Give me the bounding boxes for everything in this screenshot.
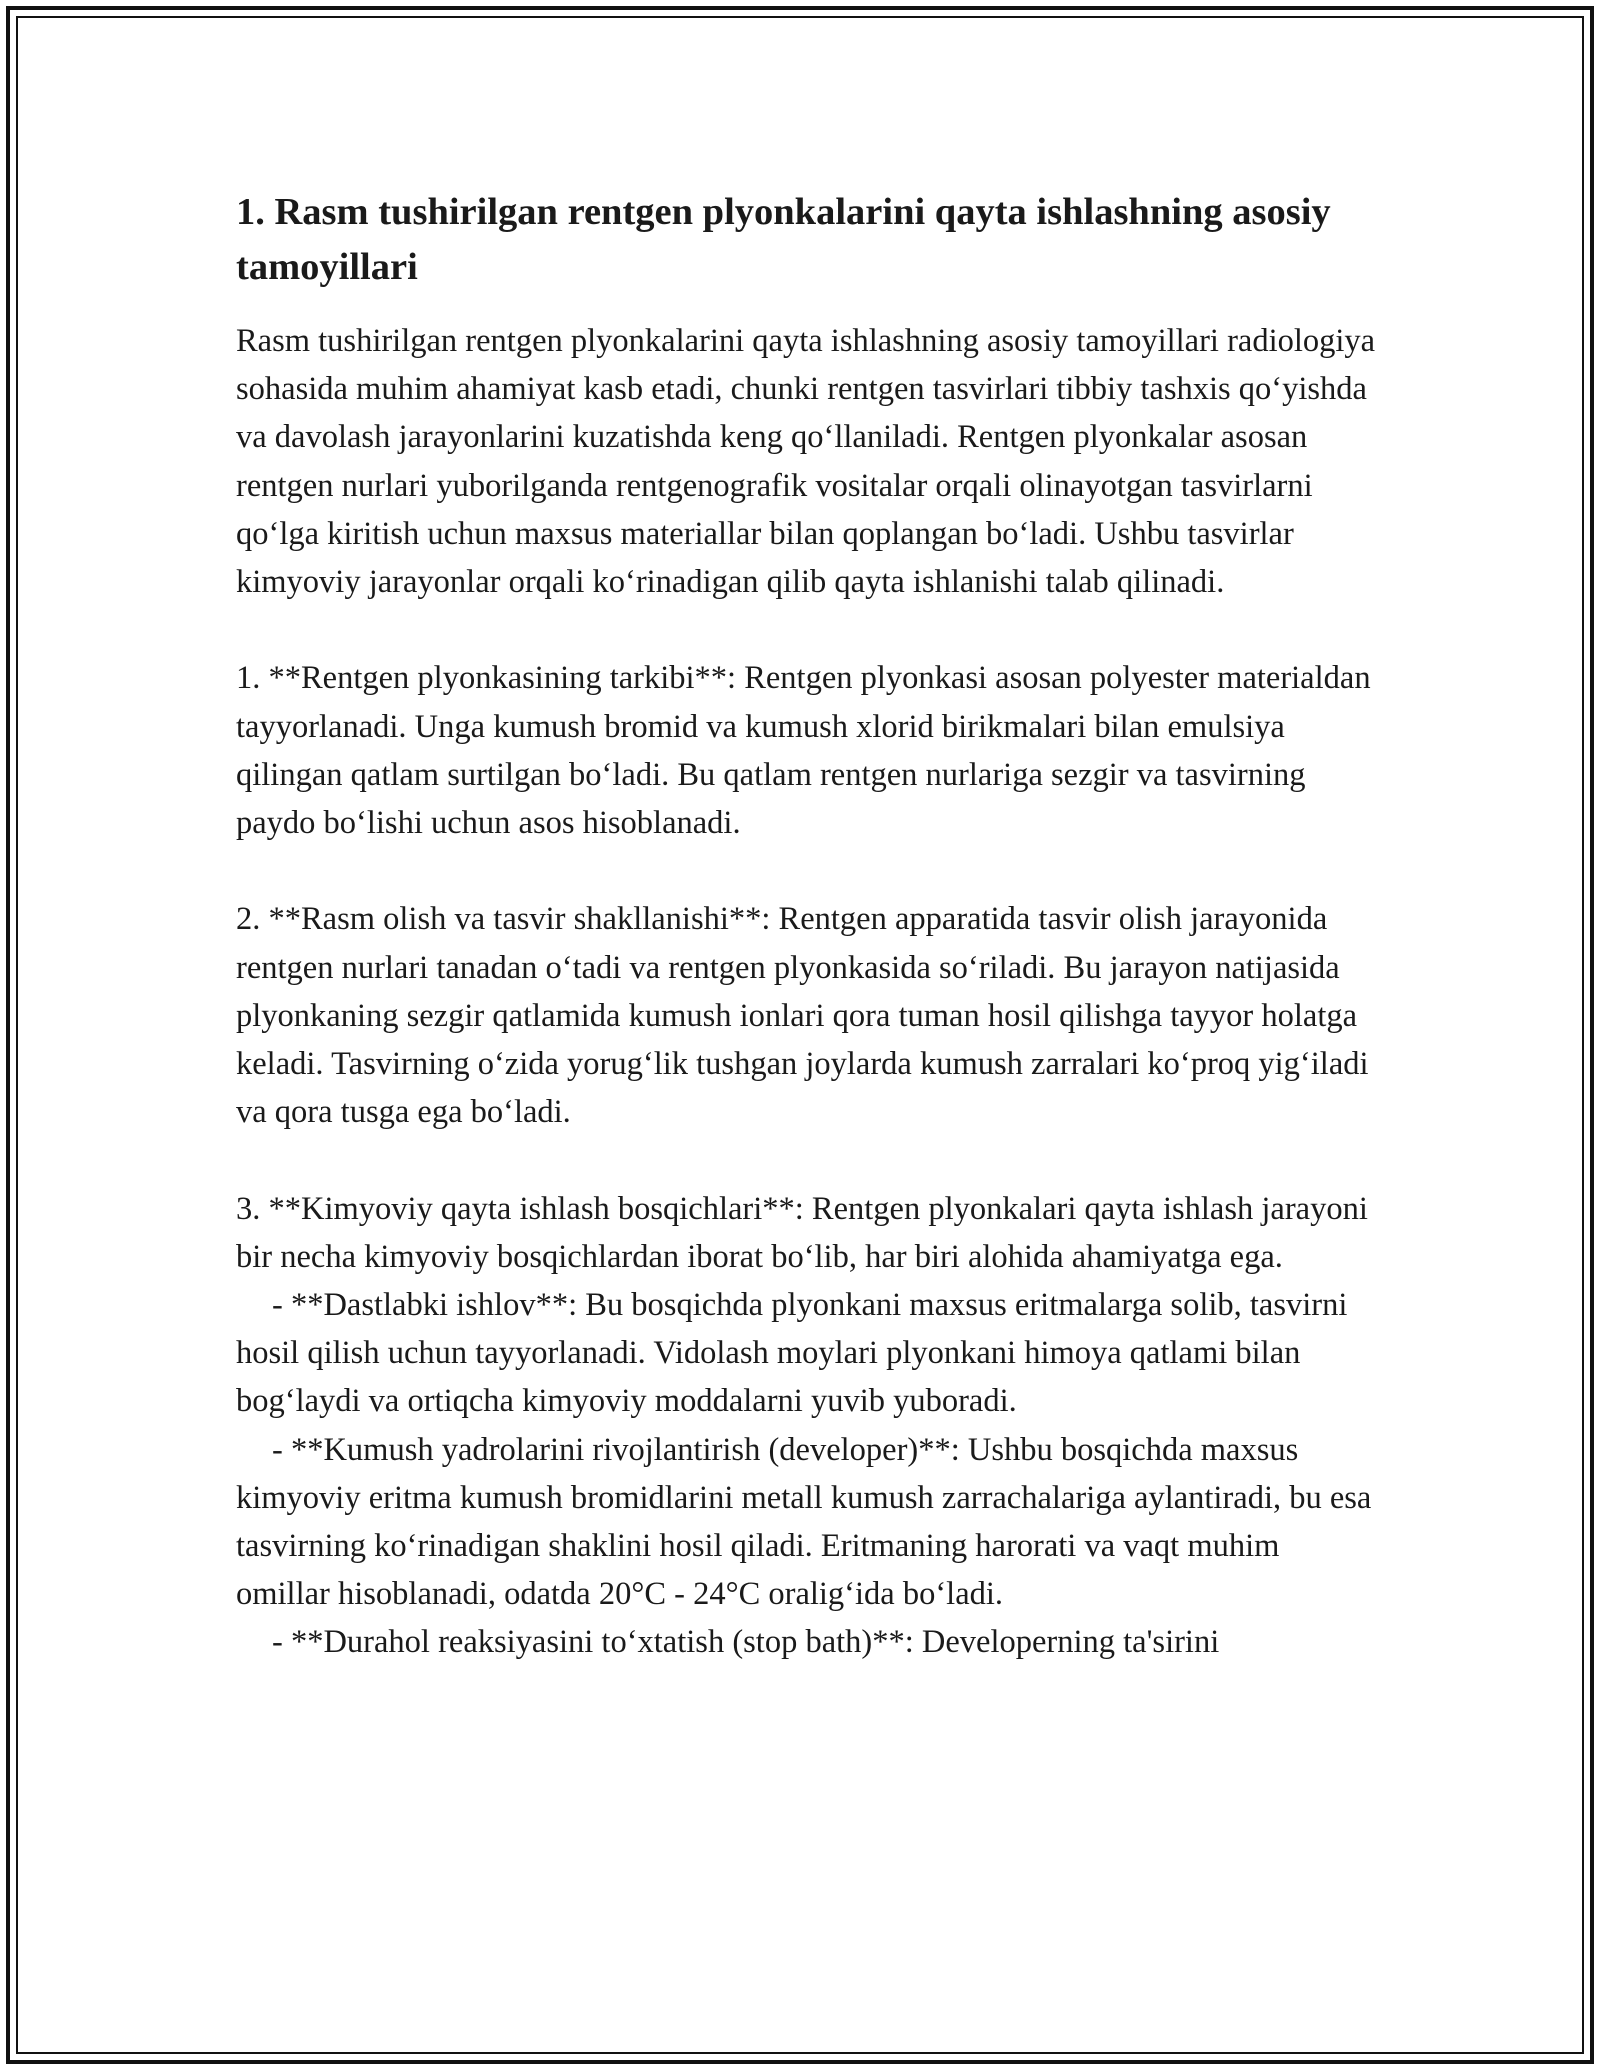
- document-body: [236, 185, 1376, 1667]
- list-item-2: 2. **Rasm olish va tasvir shakllanishi**: Rentgen apparatida tasvir olish jarayonida rentgen nurlari tanadan o‘tadi va rentgen plyonkasida so‘riladi. Bu jarayon natijasida plyonkaning sezgir qatlamida kumush ionlari qora tuman hosil qilishga tayyor holatga keladi. Tasvirning o‘zida yorug‘lik tushgan joylarda kumush zarralari ko‘proq yig‘iladi va qora tusga ega bo‘ladi.: [236, 901, 1369, 1131]
- document-title: 1. Rasm tushirilgan rentgen plyonkalarini qayta ishlashning asosiy tamoyillari: [236, 191, 1331, 288]
- intro-paragraph: Rasm tushirilgan rentgen plyonkalarini qayta ishlashning asosiy tamoyillari radiologiya sohasida muhim ahamiyat kasb etadi, chunki rentgen tasvirlari tibbiy tashxis qo‘yishda va davolash jarayonlarini kuzatishda keng qo‘llaniladi. Rentgen plyonkalar asosan rentgen nurlari yuborilganda rentgenografik vositalar orqali olinayotgan tasvirlarni qo‘lga kiritish uchun maxsus materiallar bilan qoplangan bo‘ladi. Ushbu tasvirlar kimyoviy jarayonlar orqali ko‘rinadigan qilib qayta ishlanishi talab qilinadi.: [236, 323, 1376, 601]
- sub-item-stop-bath: - **Durahol reaksiyasini to‘xtatish (stop bath)**: Developerning ta'sirini: [272, 1624, 1220, 1661]
- list-item-3: 3. **Kimyoviy qayta ishlash bosqichlari**: Rentgen plyonkalari qayta ishlash jarayoni bir necha kimyoviy bosqichlardan iborat bo‘lib, har biri alohida ahamiyatga ega.: [236, 1190, 1368, 1275]
- list-item-1: 1. **Rentgen plyonkasining tarkibi**: Rentgen plyonkasi asosan polyester materialdan tayyorlanadi. Unga kumush bromid va kumush xlorid birikmalari bilan emulsiya qilingan qatlam surtilgan bo‘ladi. Bu qatlam rentgen nurlariga sezgir va tasvirning paydo bo‘lishi uchun asos hisoblanadi.: [236, 660, 1371, 842]
- sub-item-preparation: - **Dastlabki ishlov**: Bu bosqichda plyonkani maxsus eritmalarga solib, tasvirni hosil qilish uchun tayyorlanadi. Vidolash moylari plyonkani himoya qatlami bilan bog‘laydi va ortiqcha kimyoviy moddalarni yuvib yuboradi.: [236, 1287, 1348, 1420]
- sub-item-developer: - **Kumush yadrolarini rivojlantirish (developer)**: Ushbu bosqichda maxsus kimyoviy eritma kumush bromidlarini metall kumush zarrachalariga aylantiradi, bu esa tasvirning ko‘rinadigan shaklini hosil qiladi. Eritmaning harorati va vaqt muhim omillar hisoblanadi, odatda 20°C - 24°C oralig‘ida bo‘ladi.: [236, 1431, 1372, 1613]
